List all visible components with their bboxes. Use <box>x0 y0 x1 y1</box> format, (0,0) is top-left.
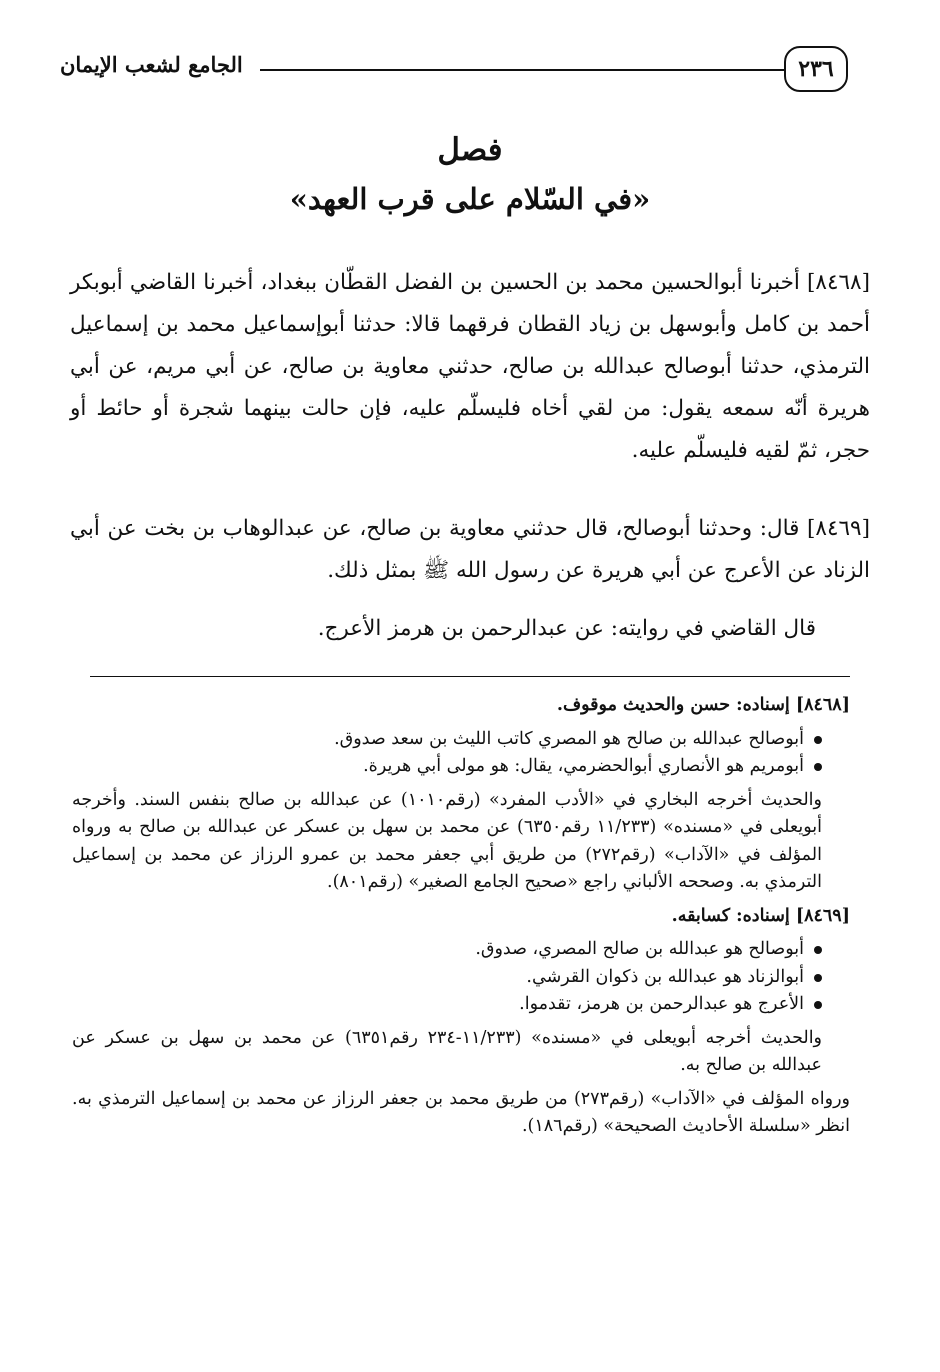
note-8469-heading: [٨٤٦٩] إسناده: كسابقه. <box>671 905 850 926</box>
note-8468-takhrij: والحديث أخرجه البخاري في «الأدب المفرد» (رقم١٠١٠) عن عبدالله بن صالح بنفس السند. وأخرجه أبويعلى في «مسنده» (١١/٢٣٣ رقم٦٣٥٠) عن محمد بن سهل بن عسكر عن عبدالله بن صالح به ورواه المؤلف في «الآداب» (رقم٢٧٢) من طريق أبي جعفر محمد بن عمرو الرزاز عن محمد بن إسماعيل الترمذي به. وصححه الألباني راجع «صحيح الجامع الصغير» (رقم٨٠١). <box>72 789 823 892</box>
note-8469-takhrij-2: ورواه المؤلف في «الآداب» (رقم٢٧٣) من طريق محمد بن جعفر الرزاز عن محمد بن إسماعيل الترمذي به. انظر «سلسلة الأحاديث الصحيحة» (رقم١٨٦). <box>72 1088 850 1136</box>
page-number: ٢٣٦ <box>784 46 848 92</box>
list-item: أبومريم هو الأنصاري أبوالحضرمي، يقال: هو مولى أبي هريرة. <box>72 753 822 781</box>
list-item: أبوصالح هو عبدالله بن صالح المصري، صدوق. <box>72 936 822 964</box>
footnote-divider <box>90 676 850 677</box>
note-8469-narrators <box>72 936 850 1019</box>
qadi-remark: قال القاضي في روايته: عن عبدالرحمن بن هرمز الأعرج. <box>317 616 816 641</box>
note-8468-narrators <box>72 726 850 781</box>
note-8469-takhrij-1: والحديث أخرجه أبويعلى في «مسنده» (١١/٢٣٣-٢٣٤ رقم٦٣٥١) عن محمد بن سهل بن عسكر عن عبدالله بن صالح به. <box>72 1027 823 1075</box>
running-title: الجامع لشعب الإيمان <box>60 52 243 77</box>
hadith-8468: [٨٤٦٨] أخبرنا أبوالحسين محمد بن الحسين بن الفضل القطّان ببغداد، أخبرنا القاضي أبوبكر أحمد بن كامل وأبوسهل بن زياد القطان فرقهما قالا: حدثنا أبوإسماعيل محمد بن إسماعيل الترمذي، حدثنا أبوصالح عبدالله بن صالح، حدثني معاوية بن صالح، عن أبي مريم، عن أبي هريرة أنّه سمعه يقول: من لقي أخاه فليسلّم عليه، فإن حالت بينهما شجرة أو حائط أو حجر، ثمّ لقيه فليسلّم عليه. <box>70 270 870 463</box>
section-title: فصل <box>437 132 503 168</box>
footnotes <box>72 692 850 1147</box>
section-subtitle: «في السّلام على قرب العهد» <box>289 182 651 216</box>
header-rule <box>260 69 784 71</box>
page-header <box>60 44 850 100</box>
list-item: أبوصالح عبدالله بن صالح هو المصري كاتب الليث بن سعد صدوق. <box>72 726 822 754</box>
list-item: أبوالزناد هو عبدالله بن ذكوان القرشي. <box>72 964 822 992</box>
list-item: الأعرج هو عبدالرحمن بن هرمز، تقدموا. <box>72 991 822 1019</box>
note-8468-heading: [٨٤٦٨] إسناده: حسن والحديث موقوف. <box>556 695 850 715</box>
hadith-8469: [٨٤٦٩] قال: وحدثنا أبوصالح، قال حدثني معاوية بن صالح، عن عبدالوهاب بن بخت عن أبي الزناد عن الأعرج عن أبي هريرة عن رسول الله ﷺ بمثل ذلك. <box>70 516 870 583</box>
